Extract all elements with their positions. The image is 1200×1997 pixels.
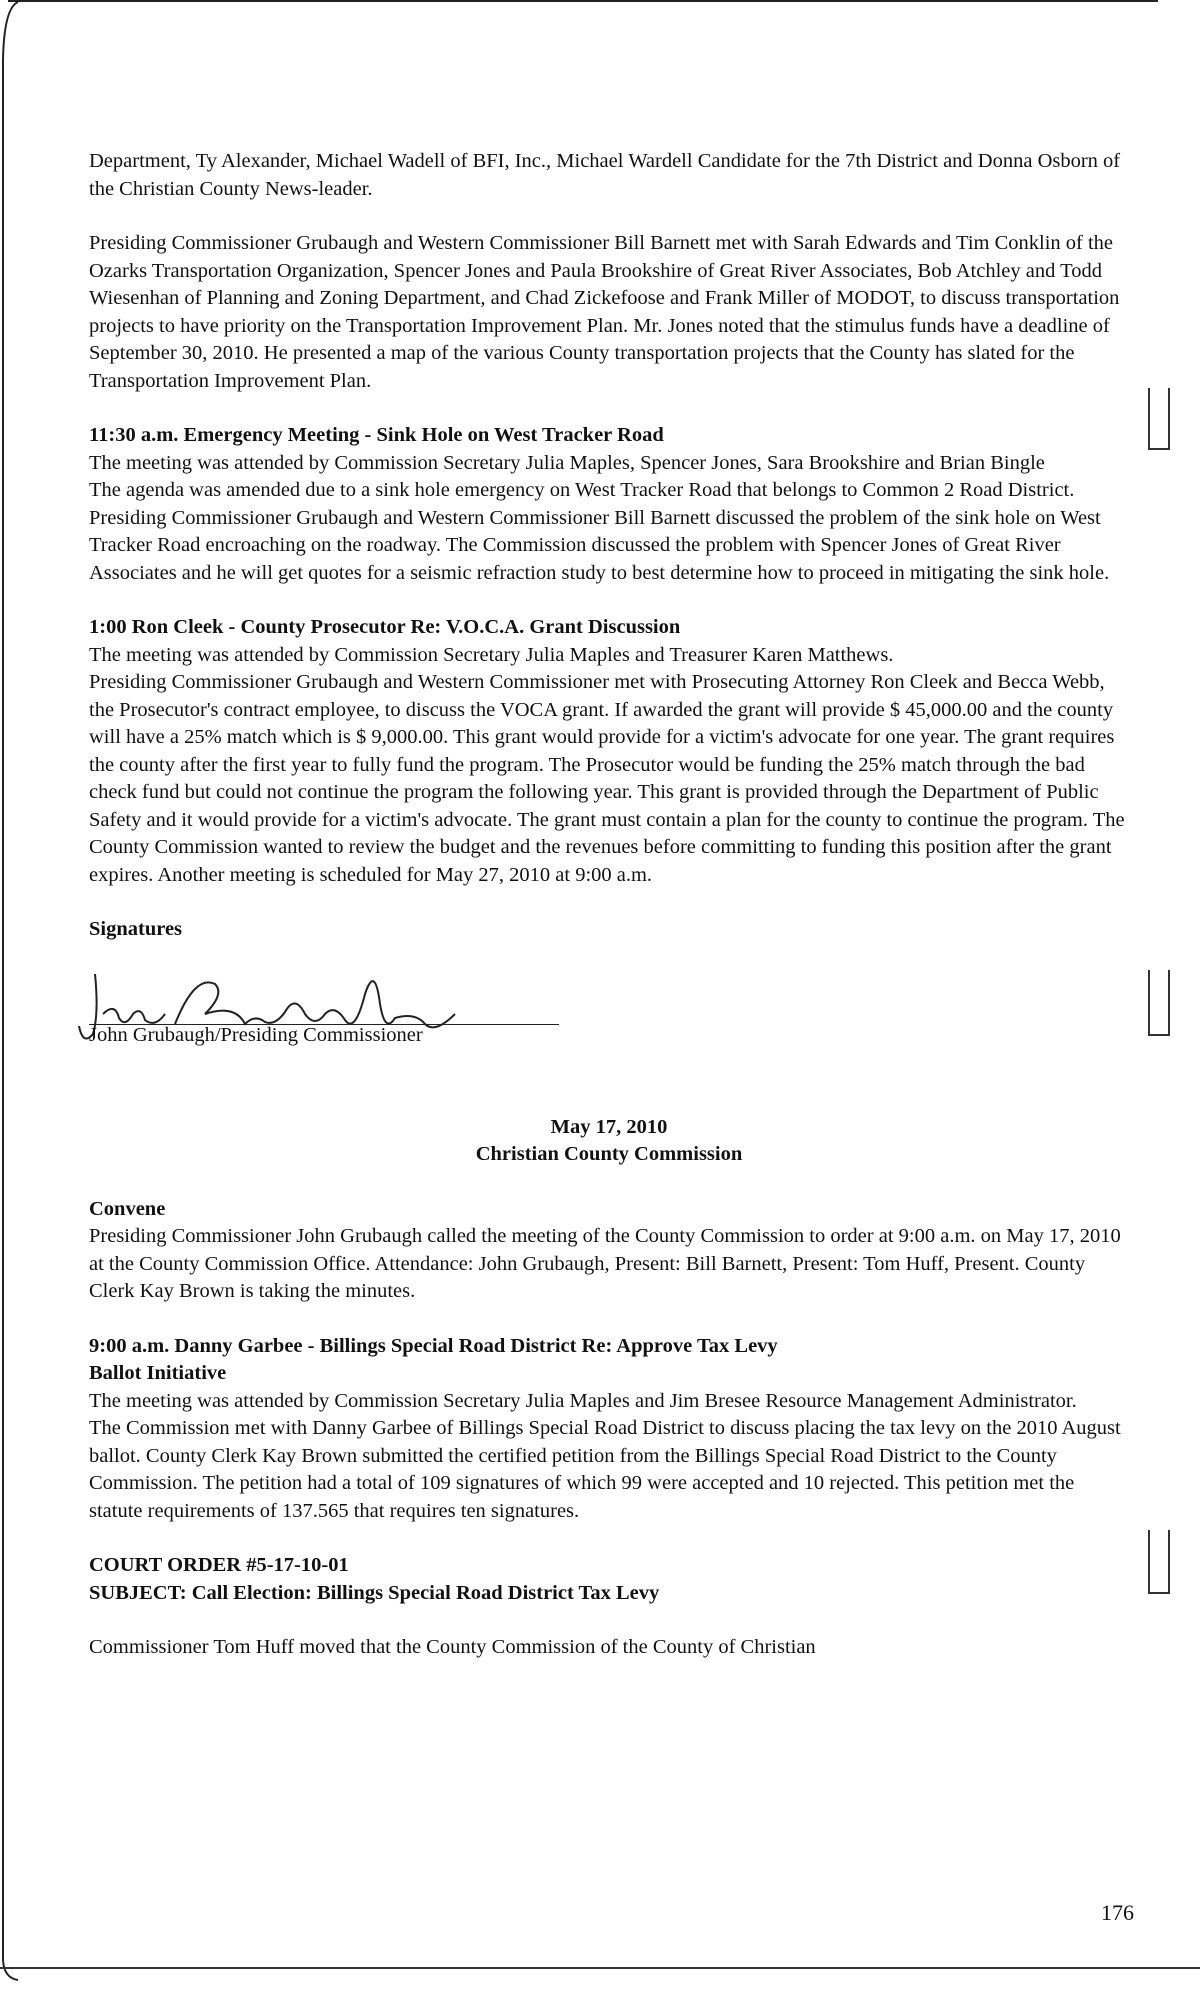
court-order-subject: SUBJECT: Call Election: Billings Special Road District Tax Levy — [89, 1581, 660, 1604]
section-heading: 9:00 a.m. Danny Garbee - Billings Special Road District Re: Approve Tax Levy — [89, 1334, 778, 1357]
page-frame-top — [8, 0, 1158, 2]
paragraph: The meeting was attended by Commission Secretary Julia Maples and Treasurer Karen Matthews. — [89, 643, 894, 666]
paragraph: Presiding Commissioner Grubaugh and Western Commissioner Bill Barnett met with Sarah Edwards and Tim Conklin of the Ozarks Transportation Organization, Spencer Jones and Paula Brookshire of Great River Associates, Bob Atchley and Todd Wiesenhan of Planning and Zoning Department, and Chad Zickefoose and Frank Miller of MODOT, to discuss transportation projects to have priority on the Transportation Improvement Plan. Mr. Jones noted that the stimulus funds have a deadline of September 30, 2010. He presented a map of the various County transportation projects that the County has slated for the Transportation Improvement Plan. — [89, 232, 1120, 392]
signature-block — [89, 962, 1129, 1072]
page-frame-bottom — [0, 1967, 1200, 1969]
margin-bracket — [1148, 970, 1170, 1036]
paragraph: Commissioner Tom Huff moved that the County Commission of the County of Christian — [89, 1636, 816, 1658]
margin-bracket — [1148, 1530, 1170, 1594]
section-heading: 1:00 Ron Cleek - County Prosecutor Re: V.O.C.A. Grant Discussion — [89, 616, 681, 638]
paragraph: The Commission met with Danny Garbee of Billings Special Road District to discuss placing the tax levy on the 2010 August ballot. County Clerk Kay Brown submitted the certified petition from the Billings Special Road District to the County Commission. The petition had a total of 109 signatures of which 99 were accepted and 10 rejected. This petition met the statute requirements of 137.565 that requires ten signatures. — [89, 1417, 1121, 1522]
margin-bracket — [1148, 388, 1170, 450]
meeting-date: May 17, 2010 — [550, 1115, 668, 1138]
section-heading: Convene — [89, 1197, 166, 1220]
paragraph: Presiding Commissioner John Grubaugh called the meeting of the County Commission to order at 9:00 a.m. on May 17, 2010 at the County Commission Office. Attendance: John Grubaugh, Present: Bill Barnett, Present: Tom Huff, Present. County Clerk Kay Brown is taking the minutes. — [89, 1225, 1121, 1302]
organization-title: Christian County Commission — [475, 1143, 743, 1165]
court-order-number: COURT ORDER #5-17-10-01 — [89, 1554, 349, 1576]
signature-name: John Grubaugh/Presiding Commissioner — [89, 1023, 423, 1046]
page-number: 176 — [1101, 1900, 1134, 1925]
document-body — [89, 148, 1129, 1662]
signatures-heading: Signatures — [89, 918, 183, 940]
paragraph: The agenda was amended due to a sink hole emergency on West Tracker Road that belongs to Common 2 Road District. Presiding Commissioner Grubaugh and Western Commissioner Bill Barnett discussed the problem of the sink hole on West Tracker Road encroaching on the roadway. The Commission discussed the problem with Spencer Jones of Great River Associates and he will get quotes for a seismic refraction study to best determine how to proceed in mitigating the sink hole. — [89, 479, 1110, 584]
section-heading-continued: Ballot Initiative — [89, 1362, 227, 1384]
paragraph: The meeting was attended by Commission Secretary Julia Maples and Jim Bresee Resource Management Administrator. — [89, 1389, 1077, 1412]
paragraph: The meeting was attended by Commission Secretary Julia Maples, Spencer Jones, Sara Brookshire and Brian Bingle — [89, 451, 1045, 474]
paragraph: Department, Ty Alexander, Michael Wadell of BFI, Inc., Michael Wardell Candidate for the 7th District and Donna Osborn of the Christian County News-leader. — [89, 150, 1121, 200]
paragraph: Presiding Commissioner Grubaugh and Western Commissioner met with Prosecuting Attorney Ron Cleek and Becca Webb, the Prosecutor's contract employee, to discuss the VOCA grant. If awarded the grant will provide $ 45,000.00 and the county will have a 25% match which is $ 9,000.00. This grant would provide for a victim's advocate for one year. The grant requires the county after the first year to fully fund the program. The Prosecutor would be funding the 25% match through the bad check fund but could not continue the program the following year. This grant is provided through the Department of Public Safety and it would provide for a victim's advocate. The grant must contain a plan for the county to continue the program. The County Commission wanted to review the budget and the revenues before committing to funding this position after the grant expires. Another meeting is scheduled for May 27, 2010 at 9:00 a.m. — [89, 671, 1125, 886]
section-heading: 11:30 a.m. Emergency Meeting - Sink Hole on West Tracker Road — [89, 424, 664, 446]
page-frame-left — [0, 0, 20, 1997]
